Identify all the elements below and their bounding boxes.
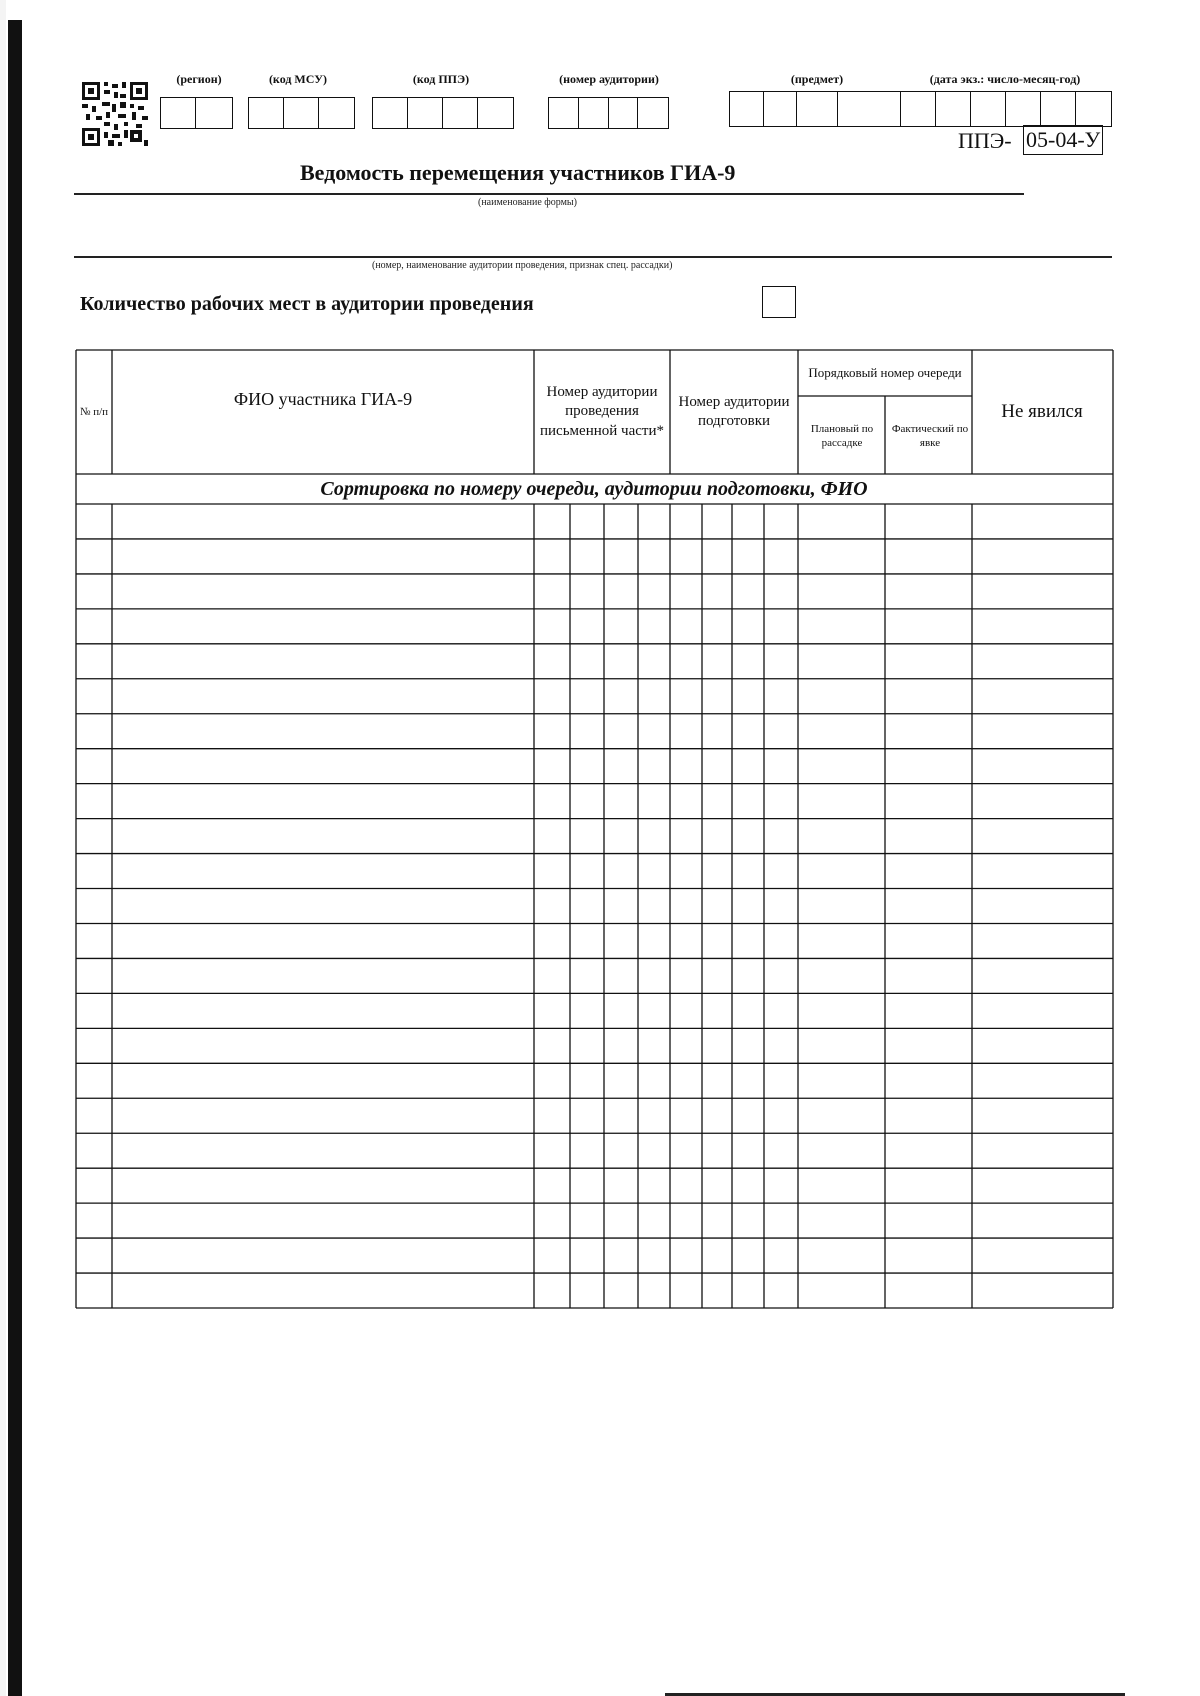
room-caption: (номер, наименование аудитории проведения, признак спец. рассадки) [372, 260, 673, 271]
header-fio: ФИО участника ГИА-9 [233, 389, 413, 410]
ppe-label: (код ППЭ) [412, 72, 470, 86]
form-code: 05-04-У [1023, 125, 1103, 155]
header-exam-room: Номер аудитории проведения письменной части* [540, 383, 664, 439]
workplaces-label: Количество рабочих мест в аудитории проведения [80, 293, 534, 315]
header-num: № п/п [79, 405, 109, 418]
title-caption: (наименование формы) [478, 197, 577, 208]
header-queue-group: Порядковый номер очереди [808, 364, 962, 380]
header-prep-room: Номер аудитории подготовки [678, 393, 790, 429]
room-label: (номер аудитории) [559, 72, 659, 86]
date-label: (дата экз.: число-месяц-год) [929, 72, 1081, 86]
subject-label: (предмет) [790, 72, 844, 86]
page-title: Ведомость перемещения участников ГИА-9 [300, 160, 736, 185]
msu-label: (код МСУ) [268, 72, 328, 86]
header-queue-actual: Фактический по явке [891, 422, 969, 449]
header-queue-planned: Плановый по рассадке [810, 422, 874, 449]
region-label: (регион) [176, 72, 222, 86]
header-absent: Не явился [1001, 400, 1083, 422]
sort-caption: Сортировка по номеру очереди, аудитории подготовки, ФИО [320, 478, 868, 500]
form-code-prefix: ППЭ- [958, 128, 1012, 153]
